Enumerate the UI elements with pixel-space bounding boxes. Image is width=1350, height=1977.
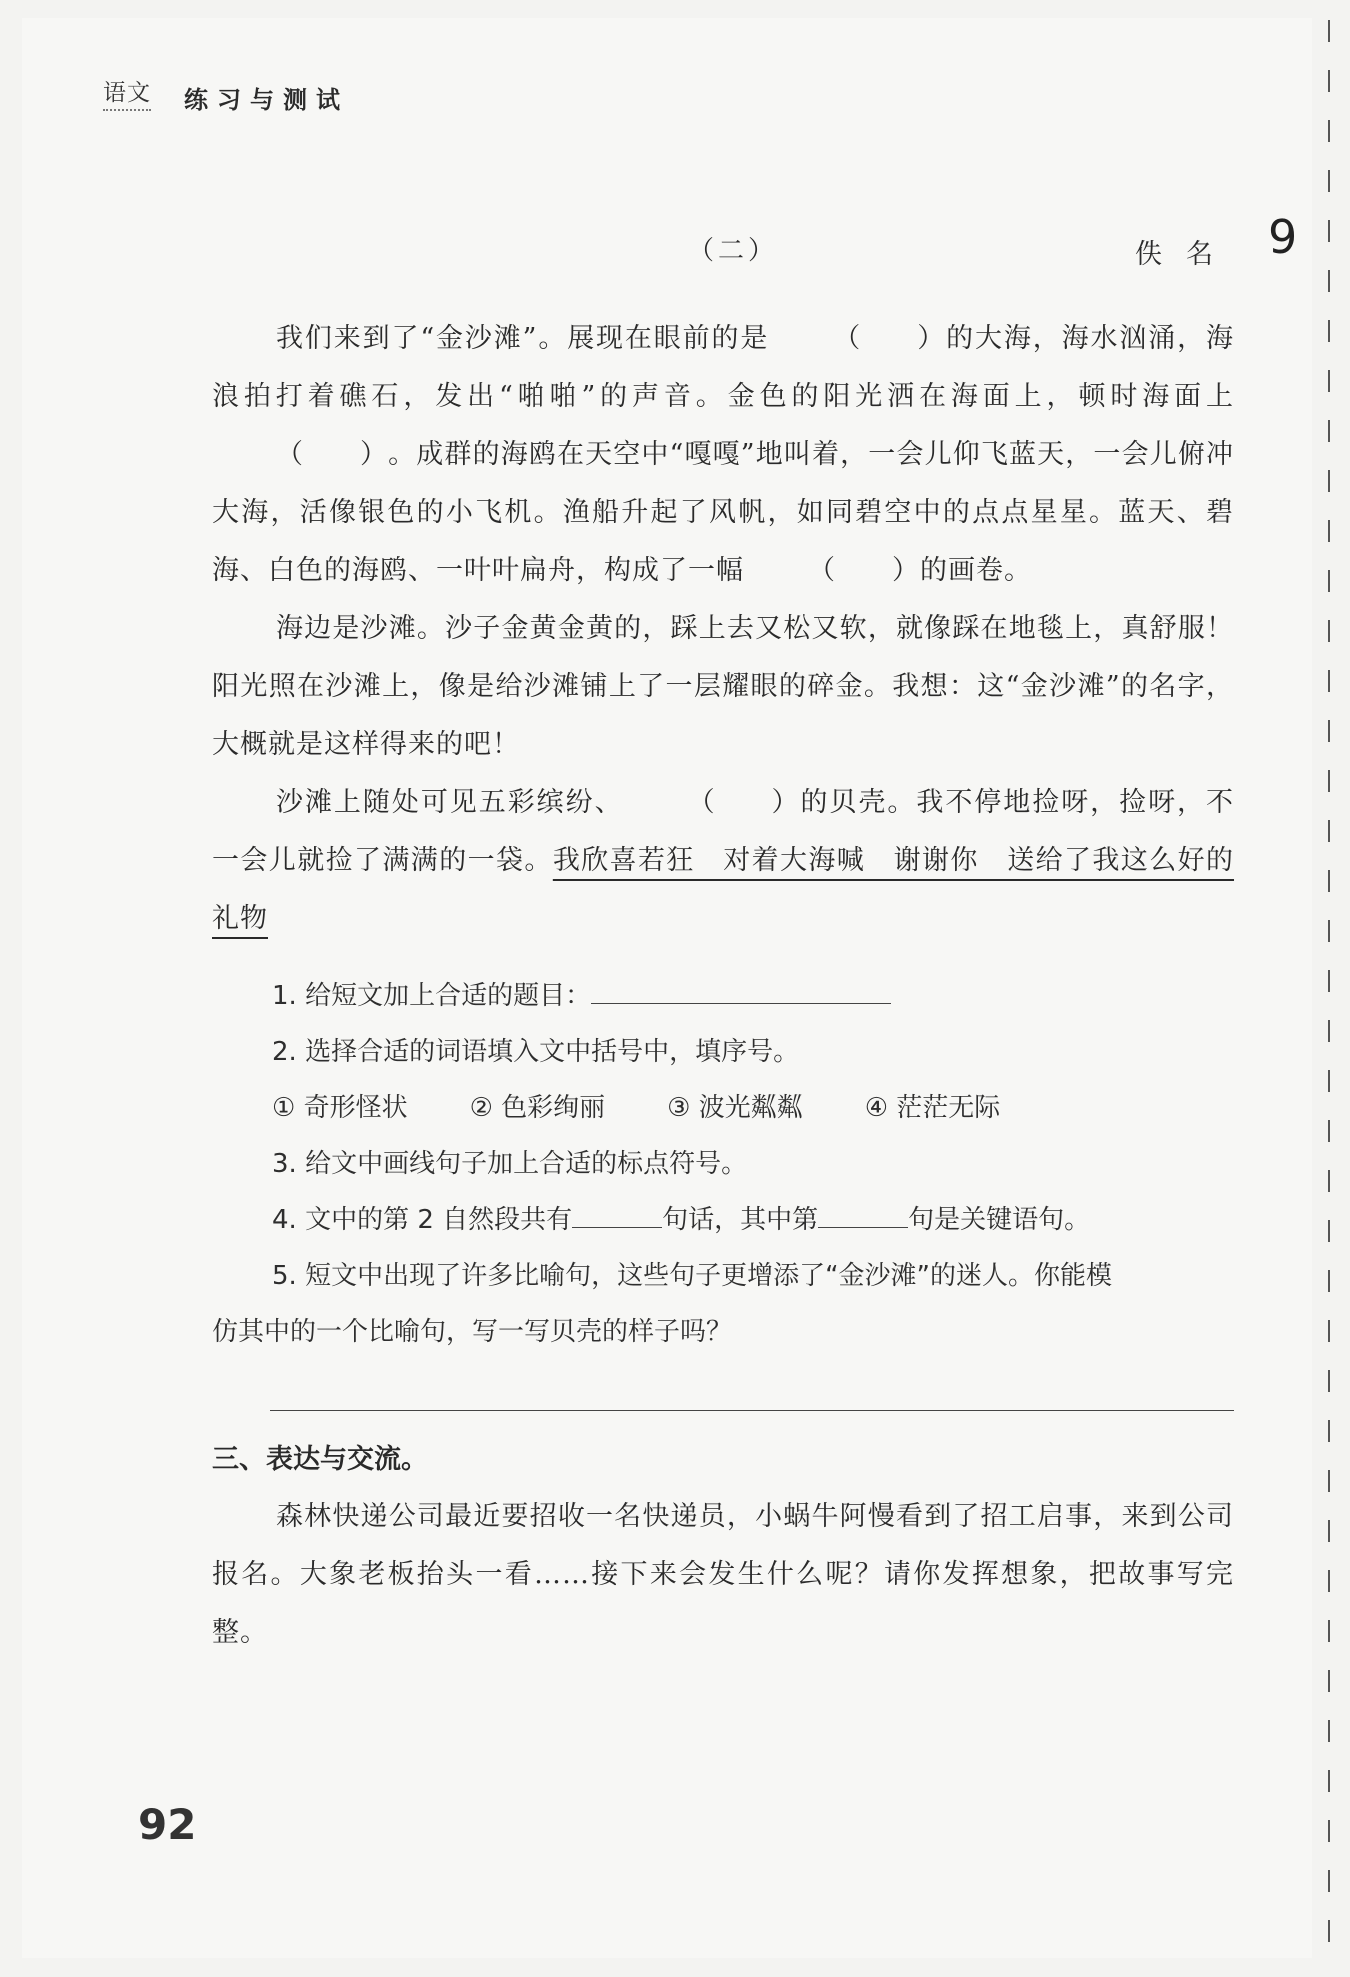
header-book-title: 练习与测试 <box>184 86 349 114</box>
question-1: 1. 给短文加上合适的题目： <box>212 968 1234 1024</box>
sentence-count-blank[interactable] <box>572 1226 662 1228</box>
section-number: （二） <box>688 236 779 266</box>
fill-blank[interactable]: （ ） <box>276 439 388 470</box>
question-2: 2. 选择合适的词语填入文中括号中，填序号。 <box>272 1037 800 1067</box>
section-3-prompt: 森林快递公司最近要招收一名快递员，小蜗牛阿慢看到了招工启事，来到公司报名。大象老板抬头一看……接下来会发生什么呢？请你发挥想象，把故事写完整。 <box>212 1501 1234 1648</box>
option-2: ② 色彩绚丽 <box>469 1093 606 1123</box>
author: 佚名 <box>1135 239 1237 270</box>
paragraph-3: 沙滩上随处可见五彩缤纷、 （ ）的贝壳。我不停地捡呀，捡呀，不一会儿就捡了满满的一袋。我欣喜若狂 对着大海喊 谢谢你 送给了我这么好的礼物 <box>212 774 1234 948</box>
fill-blank[interactable]: （ ） <box>687 787 800 818</box>
answer-line[interactable] <box>270 1410 1234 1411</box>
section-3-heading: 三、表达与交流。 <box>212 1444 428 1475</box>
handwritten-mark: 9 <box>1268 210 1298 264</box>
paragraph-2: 海边是沙滩。沙子金黄金黄的，踩上去又松又软，就像踩在地毯上，真舒服！阳光照在沙滩上，像是给沙滩铺上了一层耀眼的碎金。我想：这“金沙滩”的名字，大概就是这样得来的吧！ <box>212 613 1234 760</box>
page-number: 92 <box>138 1800 197 1849</box>
question-5: 5. 短文中出现了许多比喻句，这些句子更增添了“金沙滩”的迷人。你能模 <box>272 1261 1113 1291</box>
paragraph-1: 我们来到了“金沙滩”。展现在眼前的是 （ ）的大海，海水汹涌，海浪拍打着礁石，发出“啪啪”的声音。金色的阳光洒在海面上，顿时海面上（ ）。成群的海鸥在天空中“嘎嘎”地叫着，一会儿仰飞蓝天，一会儿俯冲大海，活像银色的小飞机。渔船升起了风帆，如同碧空中的点点星星。蓝天、碧海、白色的海鸥、一叶叶扁舟，构成了一幅 （ ）的画卷。 <box>212 310 1234 600</box>
underlined-sentence: 我欣喜若狂 对着大海喊 谢谢你 送给了我这么好的礼物 <box>212 845 1235 934</box>
cut-line <box>1328 20 1330 1960</box>
fill-blank[interactable]: （ ） <box>833 323 946 354</box>
option-1: ① 奇形怪状 <box>272 1093 408 1123</box>
option-3: ③ 波光粼粼 <box>667 1093 803 1123</box>
word-options <box>212 1080 1234 1136</box>
reading-passage <box>212 310 1234 948</box>
title-answer-blank[interactable] <box>591 1002 891 1004</box>
header-subject: 语文 <box>103 74 151 111</box>
key-sentence-blank[interactable] <box>818 1226 908 1228</box>
question-4: 4. 文中的第 2 自然段共有 句话，其中第 句是关键语句。 <box>272 1205 1091 1235</box>
question-5-continued: 仿其中的一个比喻句，写一写贝壳的样子吗？ <box>212 1317 733 1347</box>
option-4: ④ 茫茫无际 <box>864 1093 1001 1123</box>
fill-blank[interactable]: （ ） <box>808 555 920 586</box>
question-3: 3. 给文中画线句子加上合适的标点符号。 <box>272 1149 748 1179</box>
question-list <box>212 968 1234 1360</box>
